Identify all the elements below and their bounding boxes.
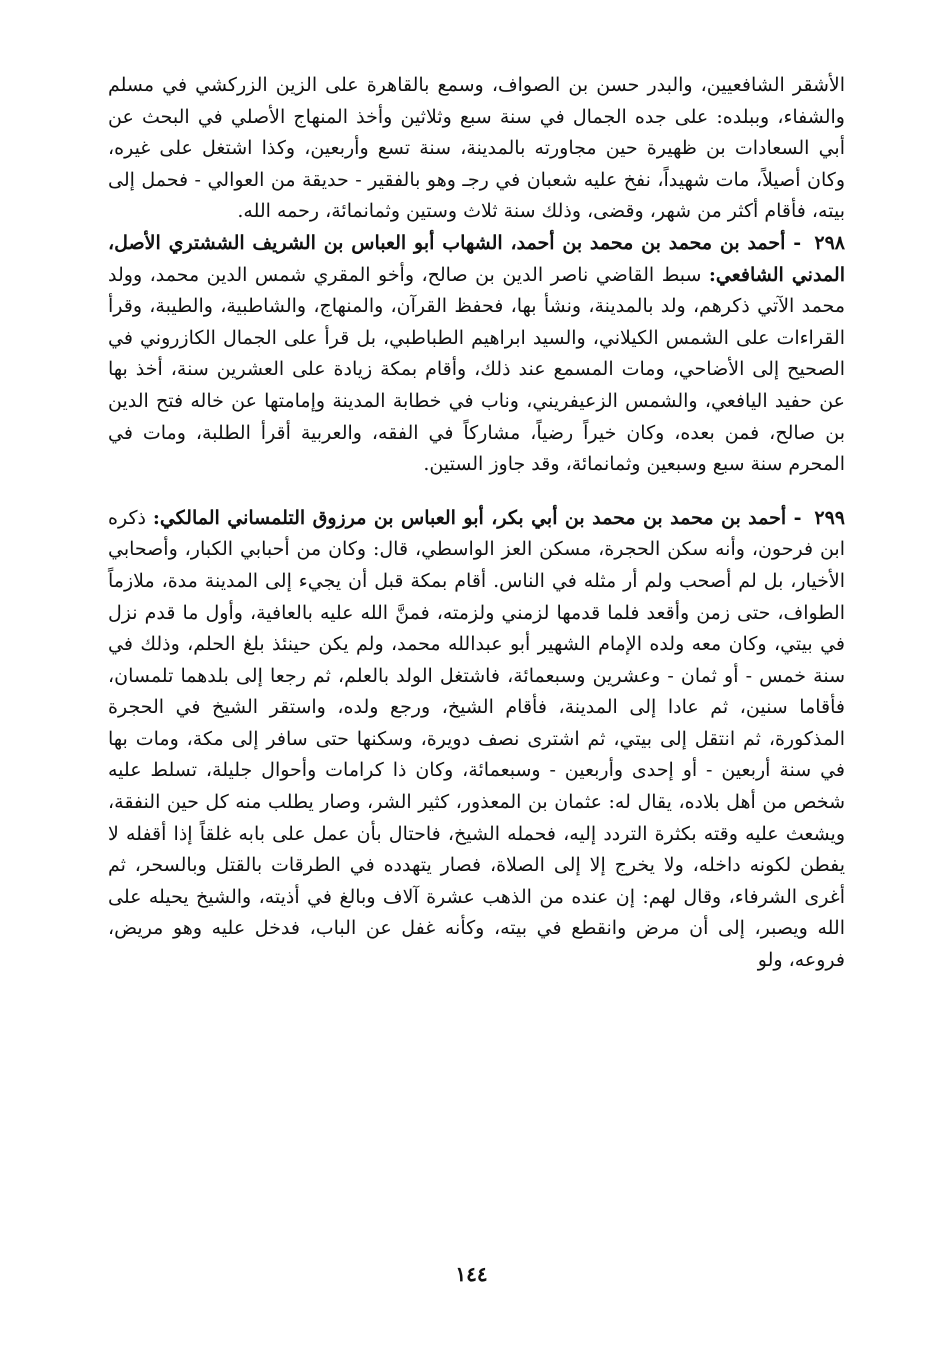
entry-body: سبط القاضي ناصر الدين بن صالح، وأخو المقري شمس الدين محمد، وولد محمد الآتي ذكرهم، ولد بالمدينة، ونشأ بها، فحفظ القرآن، والمنهاج، والشاطبية، والطيبة، وقرأ القراءات على الشمس الكيلاني، والسيد ابراهيم الطباطبي، بل قرأ على الجمال الكازروني في الصحيح إلى الأضاحي، ومات المسمع عند ذلك، وأقام بمكة زيادة على العشرين سنة، أخذ بها عن حفيد اليافعي، والشمس الزعيفريني، وناب في خطابة المدينة وإمامتها عن خاله فتح الدين بن صالح، فمن بعده، وكان خيراً رضياً، مشاركاً في الفقه، والعربية أقرأ الطلبة، ومات في المحرم سنة سبع وسبعين وثمانمائة، وقد جاوز الستين.: [108, 263, 845, 476]
entry-number: ٢٩٨: [814, 231, 845, 254]
entry-heading: - أحمد بن محمد بن محمد بن أبي بكر، أبو العباس بن مرزوق التلمساني المالكي:: [152, 506, 802, 529]
intro-paragraph: الأشقر الشافعيين، والبدر حسن بن الصواف، وسمع بالقاهرة على الزين الزركشي في مسلم والشفاء، وببلده: على جده الجمال في سنة سبع وثلاثين وأخذ المنهاج الأصلي في البحث عن أبي السعادات بن ظهيرة حين مجاورته بالمدينة، سنة تسع وأربعين، وكذا اشتغل على غيره، وكان أصيلاً، مات شهيداً، نفخ عليه شعبان في رجـ وهو بالفقير - حديقة من العوالي - فحمل إلى بيته، فأقام أكثر من شهر، وقضى، وذلك سنة ثلاث وستين وثمانمائة، رحمه الله.: [108, 74, 845, 223]
biography-entry-298: [108, 228, 845, 481]
entry-heading: - أحمد بن محمد بن محمد بن أحمد، الشهاب أبو العباس بن الشريف الششتري الأصل، المدني الشافعي:: [108, 231, 845, 286]
page-text: [108, 70, 845, 977]
biography-entry-299: [108, 503, 845, 977]
entry-number: ٢٩٩: [814, 506, 845, 529]
page-number: ١٤٤: [455, 1262, 488, 1286]
entry-body: ذكره ابن فرحون، وأنه سكن الحجرة، مسكن العز الواسطي، قال: وكان من أحبابي الكبار، وأصحابي الأخيار، بل لم أصحب ولم أر مثله في الناس. أقام بمكة قبل أن يجيء إلى المدينة مدة، ملازماً الطواف، حتى زمن وأقعد فلما قدمها لزمني ولزمته، فمنَّ الله عليه بالعافية، وأول ما قدم نزل في بيتي، وكان معه ولده الإمام الشهير أبو عبدالله محمد، ولم يكن حينئذ بلغ الحلم، وذلك في سنة خمس - أو ثمان - وعشرين وسبعمائة، فاشتغل الولد بالعلم، ثم رجعا إلى بلدهما تلمسان، فأقاما سنين، ثم عادا إلى المدينة، فأقام الشيخ، ورجع ولده، واستقر الشيخ في الحجرة المذكورة، ثم انتقل إلى بيتي، ثم اشترى نصف دويرة، وسكنها حتى سافر إلى مكة، ومات بها في سنة أربعين - أو إحدى وأربعين - وسبعمائة، وكان ذا كرامات وأحوال جليلة، تسلط عليه شخص من أهل بلاده، يقال له: عثمان بن المعذور، كثير الشر، وصار يطلب منه كل حين النفقة، ويشعث عليه وقته بكثرة التردد إليه، فحمله الشيخ، فاحتال بأن عمل على بابه غلقاً إذا أقفله لا يفطن لكونه داخله، ولا يخرج إلا إلى الصلاة، فصار يتهدده في الطرقات بالقتل وبالسحر، ثم أغرى الشرفاء، وقال لهم: إن عنده من الذهب عشرة آلاف وبالغ في أذيته، والشيخ يحيله على الله ويصبر، إلى أن مرض وانقطع في بيته، وكأنه غفل عن الباب، فدخل عليه وهو مريض، فروعه، ولو: [108, 506, 845, 972]
